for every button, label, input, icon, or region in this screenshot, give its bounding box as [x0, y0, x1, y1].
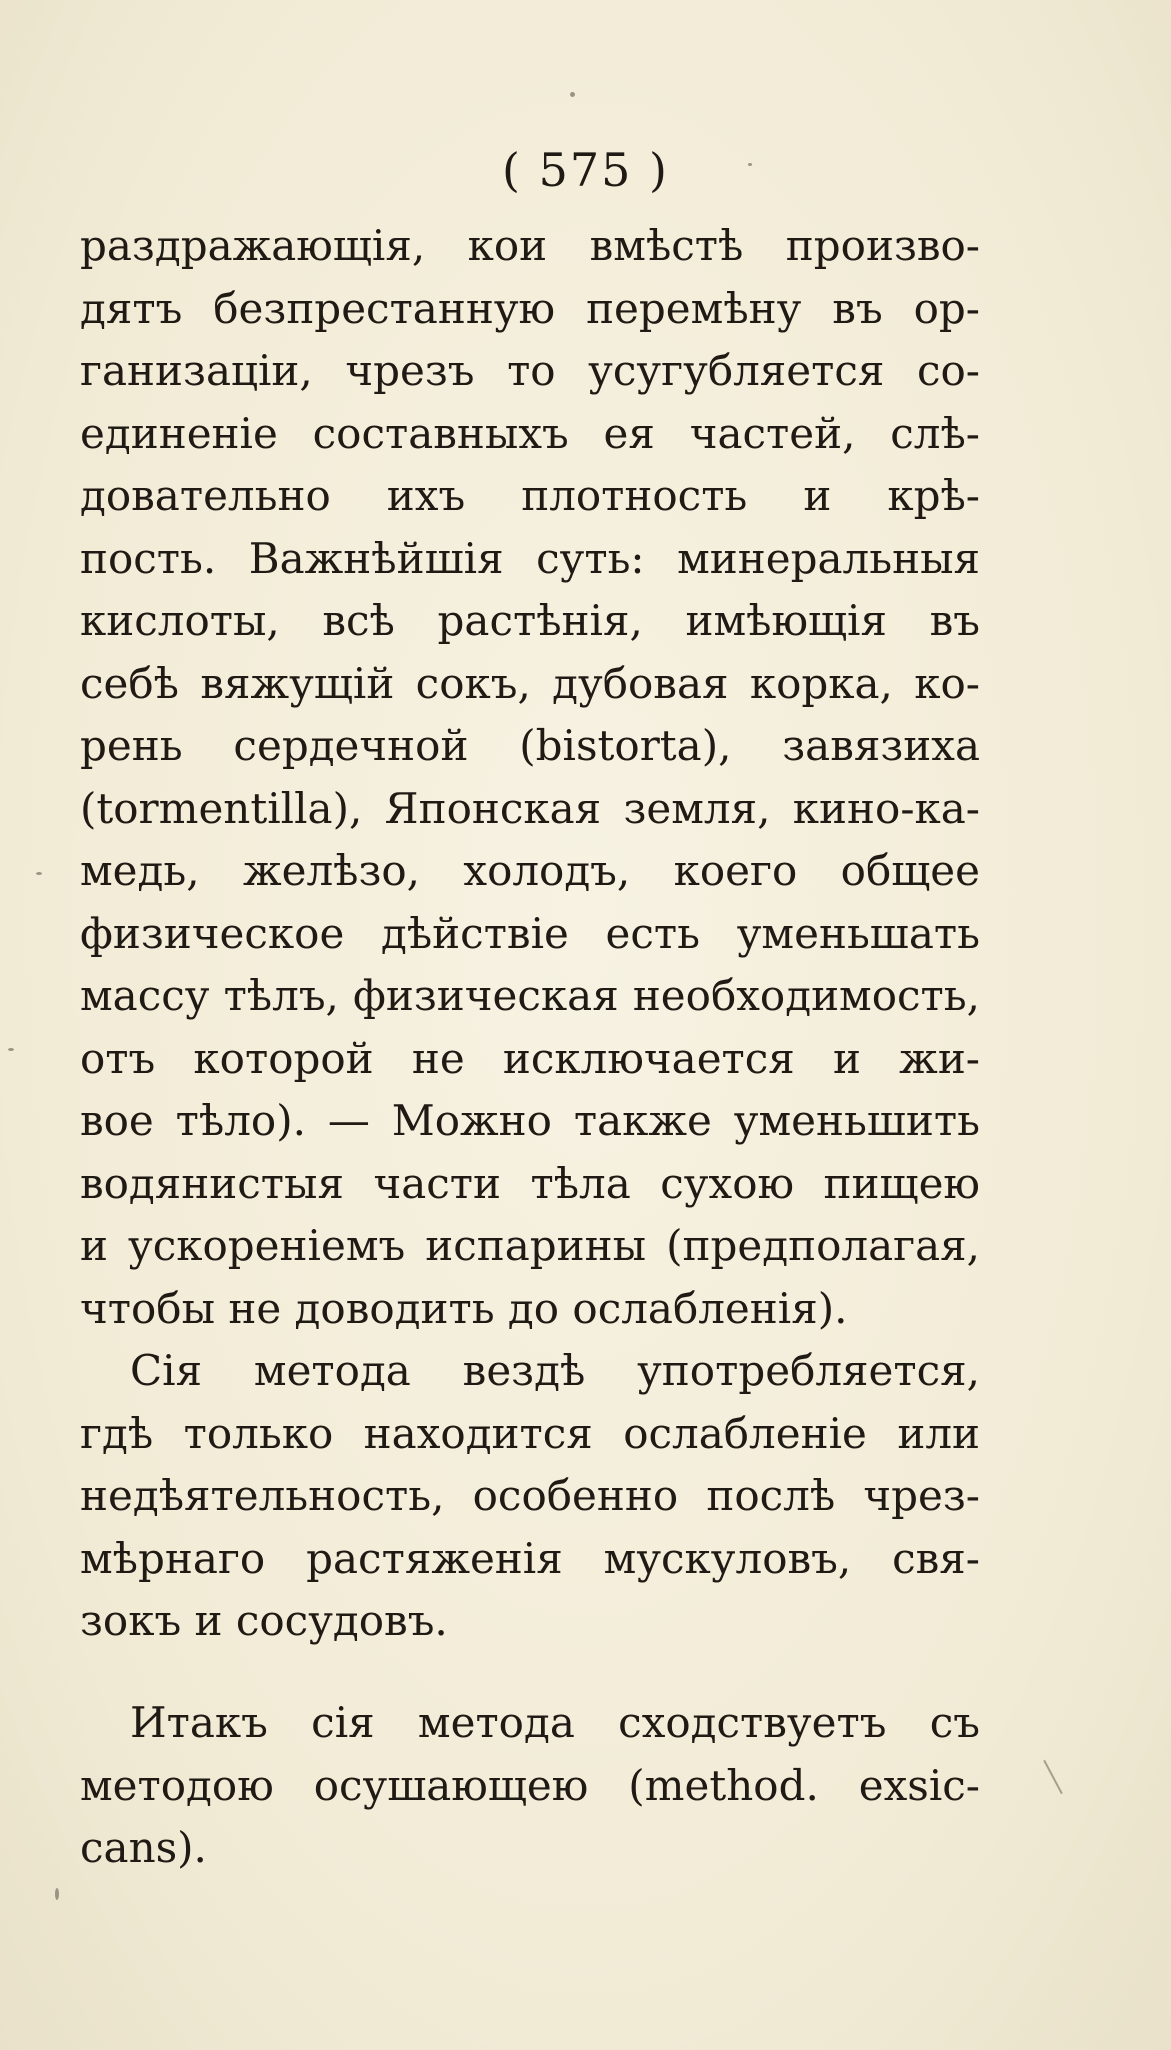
ink-speck: [570, 92, 575, 97]
text-line: дятъ безпрестанную перемѣну въ ор-: [80, 283, 980, 333]
text-line: массу тѣлъ, физическая необходимость,: [80, 971, 980, 1020]
text-line: чтобы не доводить до ослабленія).: [80, 1283, 848, 1333]
paragraph-1: [80, 215, 980, 1340]
text-line: водянистыя части тѣла сухою пищею: [80, 1158, 980, 1208]
text-line: физическое дѣйствіе есть уменьшать: [80, 908, 980, 958]
text-line: рень сердечной (bistorta), завязиха: [80, 721, 980, 770]
text-line: (tormentilla), Японская земля, кино-ка-: [80, 783, 980, 833]
text-line: раздражающія, кои вмѣстѣ произво-: [80, 221, 980, 270]
text-line: и ускореніемъ испарины (предполагая,: [80, 1221, 980, 1270]
text-line: мѣрнаго растяженія мускуловъ, свя-: [80, 1533, 980, 1583]
paper-scratch: [1043, 1760, 1063, 1794]
ink-speck: [748, 163, 752, 166]
text-line: себѣ вяжущій сокъ, дубовая корка, ко-: [80, 658, 980, 708]
text-line: вое тѣло). — Можно также уменьшить: [80, 1096, 980, 1145]
page-number: ( 575 ): [502, 143, 669, 197]
text-line: отъ которой не исключается и жи-: [80, 1033, 980, 1083]
text-line: cans).: [80, 1823, 207, 1872]
ink-speck: [55, 1888, 59, 1900]
ink-speck: [8, 1048, 14, 1051]
paragraph-3: [80, 1692, 980, 1880]
ink-speck: [36, 872, 42, 875]
text-line: Сія метода вездѣ употребляется,: [130, 1346, 980, 1395]
text-line: гдѣ только находится ослабленіе или: [80, 1408, 980, 1458]
text-line: кислоты, всѣ растѣнія, имѣющія въ: [80, 596, 980, 645]
text-line: недѣятельность, особенно послѣ чрез-: [80, 1471, 980, 1520]
text-line: единеніе составныхъ ея частей, слѣ-: [80, 408, 980, 458]
text-line: Итакъ сія метода сходствуетъ съ: [130, 1698, 980, 1747]
text-line: ганизаціи, чрезъ то усугубляется со-: [80, 346, 980, 395]
paragraph-2: [80, 1340, 980, 1653]
text-line: методою осушающею (method. exsic-: [80, 1760, 980, 1810]
text-line: медь, желѣзо, холодъ, коего общее: [80, 846, 980, 895]
text-line: пость. Важнѣйшія суть: минеральныя: [80, 533, 980, 583]
text-line: зокъ и сосудовъ.: [80, 1596, 448, 1645]
text-line: довательно ихъ плотность и крѣ-: [80, 471, 980, 520]
